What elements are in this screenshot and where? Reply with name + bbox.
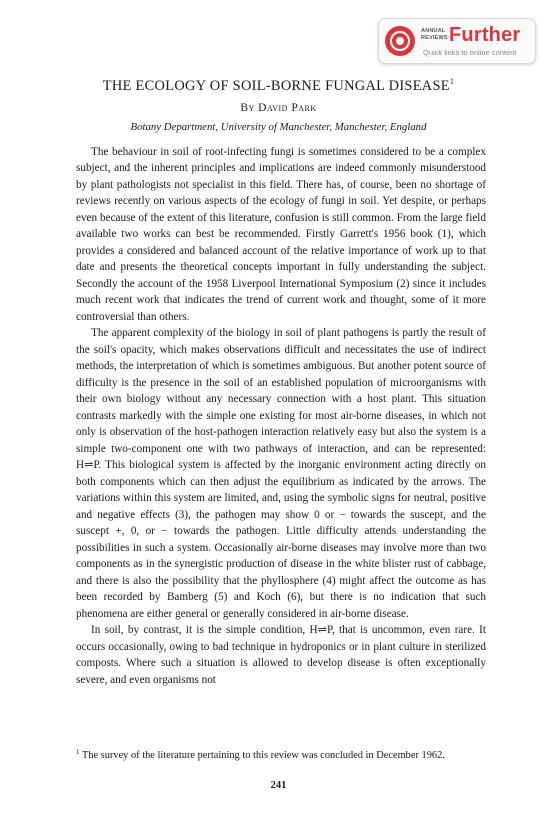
brand-line-2: REVIEWS — [421, 34, 448, 41]
brand-line-1: ANNUAL — [421, 28, 446, 34]
footnote-marker: 1 — [76, 748, 80, 756]
annual-reviews-logo-icon — [385, 26, 415, 56]
page-number: 241 — [270, 780, 287, 791]
article-title — [0, 77, 557, 95]
further-badge-link[interactable] — [378, 18, 536, 64]
article-title-text: THE ECOLOGY OF SOIL-BORNE FUNGAL DISEASE — [102, 78, 450, 94]
body-paragraph-1: The behaviour in soil of root-infecting fungi is sometimes considered to be a complex subject, and the inherent principles and implications are indeed commonly misunderstood by plant pathologists not specialist in this field. There has, of course, been no shortage of reviews recently on various aspects of the ecology of fungi in soil. Yet despite, or perhaps even because of the extent of this literature, confusion is still common. From the large field available two works can best be recommended. Firstly Garrett's 1956 book (1), which provides a considered and balanced account of the relative importance of work up to that date and presents the theoretical concepts important in fully understanding the subject. Secondly the account of the 1958 Liverpool International Symposium (2) since it includes much recent work that indicates the trend of current work and thought, some of it more controversial than others. — [76, 146, 486, 323]
body-paragraph-2: The apparent complexity of the biology in soil of plant pathogens is partly the result of the soil's opacity, which makes observations difficult and necessitates the use of indirect methods, the interpretation of which is sometimes ambiguous. But another potent source of difficulty is the presence in the soil of an established population of microorganisms with their own biology without any necessary connection with a host plant. This situation contrasts markedly with the simple one existing for most air-borne diseases, in which not only is observation of the host-pathogen interaction relatively easy but also the system is a simple two-component one with two pathways of interaction, and can be represented: H⇌P. This biological system is affected by the inorganic environment acting directly on both components which can then adjust the equilibrium as indicated by the arrows. The variations within this system are limited, and, using the symbolic signs for neutral, positive and negative effects (3), the pathogen may show 0 or − towards the suscept, and the suscept +, 0, or − towards the pathogen. Little difficulty attends understanding the possibilities in such a system. Occasionally air-borne diseases may involve more than two components as in the synergistic production of disease in the white blister rust of cabbage, and there is also the possibility that the phyllosphere (4) might affect the outcome as has been recorded by Bamberg (5) and Koch (6), but there is no indication that such phenomena are either general or generally considered in air-borne disease. — [76, 327, 486, 620]
author-byline: By David Park — [240, 102, 317, 114]
body-paragraph-3: In soil, by contrast, it is the simple condition, H⇌P, that is uncommon, even rare. It occurs occasionally, owing to bad technique in hydroponics or in plant culture in sterilized composts. Where such a situation is allowed to develop disease is often exceptionally severe, and even organisms not — [76, 624, 486, 686]
author-affiliation: Botany Department, University of Manchester, Manchester, England — [130, 121, 427, 133]
article-body — [76, 144, 486, 688]
further-label: Further — [449, 24, 521, 46]
annual-reviews-wordmark — [421, 28, 447, 41]
footnote — [76, 745, 486, 763]
footnote-text: The survey of the literature pertaining to this review was concluded in December 1962. — [81, 750, 445, 761]
title-footnote-marker[interactable]: 1 — [449, 77, 455, 86]
further-subtitle: Quick links to online content — [423, 48, 517, 57]
